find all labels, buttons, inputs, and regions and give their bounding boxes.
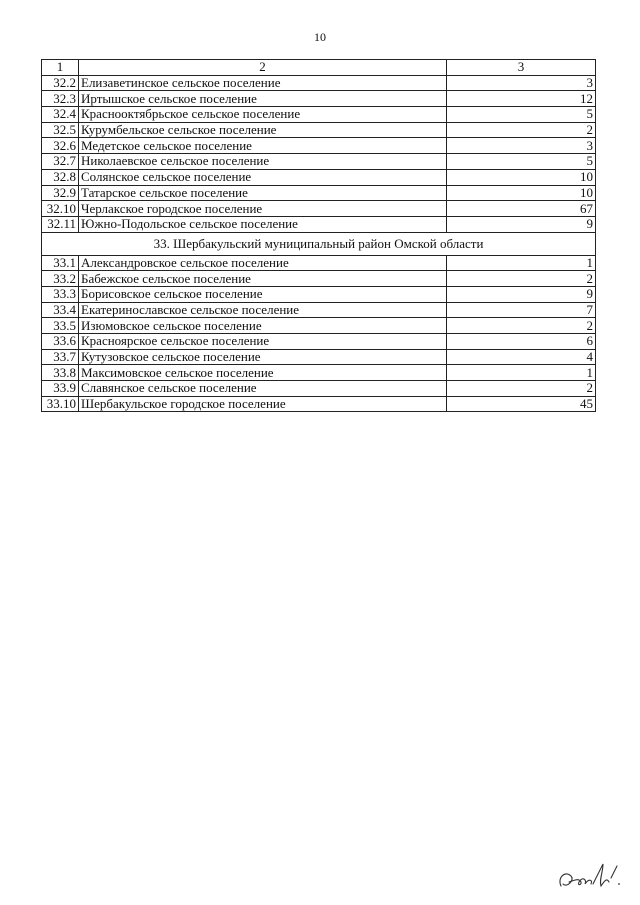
settlement-name: Краснооктябрьское сельское поселение	[79, 107, 447, 123]
row-value: 3	[447, 75, 596, 91]
row-value: 45	[447, 396, 596, 412]
row-value: 3	[447, 138, 596, 154]
settlement-name: Красноярское сельское поселение	[79, 334, 447, 350]
settlement-name: Александровское сельское поселение	[79, 255, 447, 271]
section-title: 33. Шербакульский муниципальный район Омской области	[42, 232, 596, 255]
row-value: 4	[447, 349, 596, 365]
table-row	[42, 75, 596, 91]
row-number: 32.3	[42, 91, 79, 107]
settlement-table	[41, 59, 596, 412]
table-row	[42, 365, 596, 381]
table-row	[42, 185, 596, 201]
row-number: 33.10	[42, 396, 79, 412]
page-number: 10	[314, 30, 326, 44]
settlement-name: Борисовское сельское поселение	[79, 286, 447, 302]
row-number: 32.11	[42, 216, 79, 232]
table-row	[42, 396, 596, 412]
settlement-name: Курумбельское сельское поселение	[79, 122, 447, 138]
settlement-name: Солянское сельское поселение	[79, 169, 447, 185]
table-row	[42, 138, 596, 154]
row-number: 32.7	[42, 154, 79, 170]
row-number: 32.4	[42, 107, 79, 123]
row-value: 9	[447, 286, 596, 302]
settlement-name: Максимовское сельское поселение	[79, 365, 447, 381]
settlement-name: Медетское сельское поселение	[79, 138, 447, 154]
row-number: 33.3	[42, 286, 79, 302]
row-value: 6	[447, 334, 596, 350]
row-value: 5	[447, 107, 596, 123]
row-number: 32.9	[42, 185, 79, 201]
row-number: 33.2	[42, 271, 79, 287]
row-number: 33.4	[42, 302, 79, 318]
row-value: 1	[447, 365, 596, 381]
table-row	[42, 255, 596, 271]
settlement-name: Иртышское сельское поселение	[79, 91, 447, 107]
row-number: 33.1	[42, 255, 79, 271]
row-number: 32.5	[42, 122, 79, 138]
row-value: 2	[447, 271, 596, 287]
settlement-name: Изюмовское сельское поселение	[79, 318, 447, 334]
row-value: 2	[447, 122, 596, 138]
table-row	[42, 381, 596, 397]
row-value: 2	[447, 381, 596, 397]
settlement-name: Черлакское городское поселение	[79, 201, 447, 217]
table-row	[42, 201, 596, 217]
settlement-name: Татарское сельское поселение	[79, 185, 447, 201]
row-value: 10	[447, 169, 596, 185]
table-row	[42, 154, 596, 170]
table-row	[42, 271, 596, 287]
row-number: 33.7	[42, 349, 79, 365]
column-header-value: 3	[447, 60, 596, 76]
row-number: 33.5	[42, 318, 79, 334]
row-number: 33.6	[42, 334, 79, 350]
row-value: 7	[447, 302, 596, 318]
table-row	[42, 318, 596, 334]
table-row	[42, 169, 596, 185]
row-number: 32.6	[42, 138, 79, 154]
table-row	[42, 286, 596, 302]
settlement-name: Екатеринославское сельское поселение	[79, 302, 447, 318]
row-value: 1	[447, 255, 596, 271]
settlement-name: Славянское сельское поселение	[79, 381, 447, 397]
table-row	[42, 216, 596, 232]
table-row	[42, 91, 596, 107]
handwritten-signature	[555, 858, 625, 894]
settlement-name: Шербакульское городское поселение	[79, 396, 447, 412]
settlement-name: Николаевское сельское поселение	[79, 154, 447, 170]
row-number: 33.8	[42, 365, 79, 381]
settlement-name: Елизаветинское сельское поселение	[79, 75, 447, 91]
row-value: 67	[447, 201, 596, 217]
column-header-name: 2	[79, 60, 447, 76]
settlement-name: Южно-Подольское сельское поселение	[79, 216, 447, 232]
table-header-row	[42, 60, 596, 76]
row-value: 10	[447, 185, 596, 201]
row-number: 32.2	[42, 75, 79, 91]
settlement-name: Бабежское сельское поселение	[79, 271, 447, 287]
table-row	[42, 334, 596, 350]
table-row	[42, 349, 596, 365]
table-row	[42, 302, 596, 318]
section-header-row	[42, 232, 596, 255]
row-number: 32.10	[42, 201, 79, 217]
table-row	[42, 122, 596, 138]
row-value: 9	[447, 216, 596, 232]
column-header-number: 1	[42, 60, 79, 76]
table-row	[42, 107, 596, 123]
row-number: 32.8	[42, 169, 79, 185]
row-value: 12	[447, 91, 596, 107]
row-value: 5	[447, 154, 596, 170]
row-value: 2	[447, 318, 596, 334]
settlement-name: Кутузовское сельское поселение	[79, 349, 447, 365]
row-number: 33.9	[42, 381, 79, 397]
